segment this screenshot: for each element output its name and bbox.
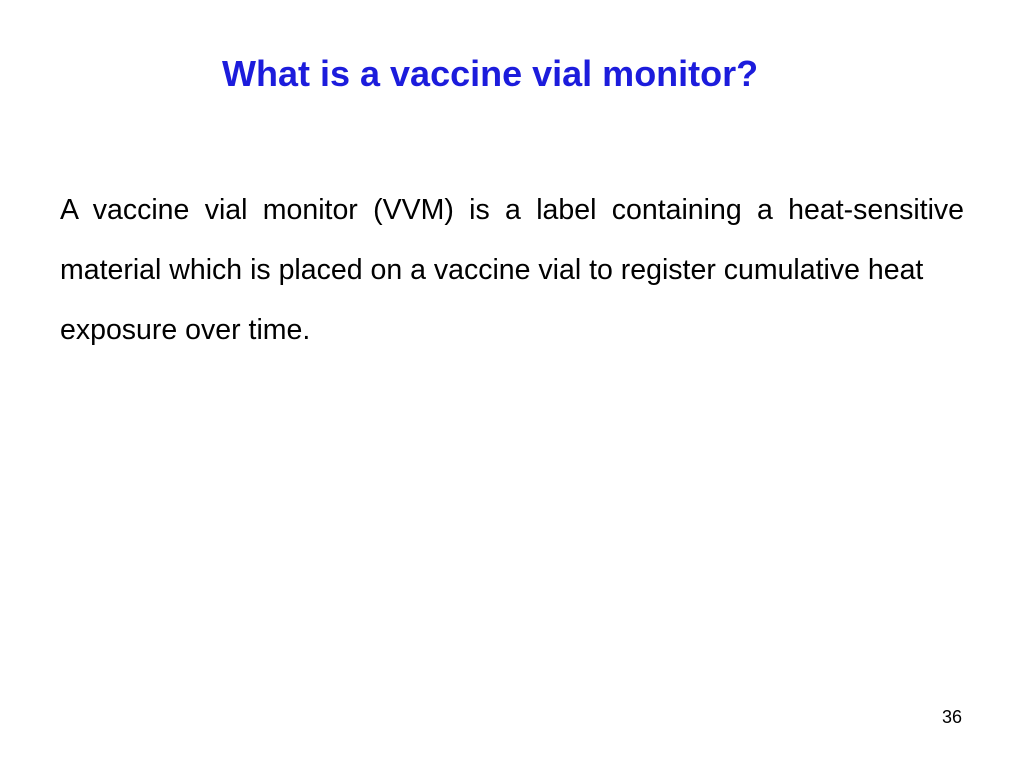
- slide-body: [60, 180, 964, 360]
- body-paragraph-continuation: exposure over time.: [60, 314, 311, 346]
- page-number: 36: [941, 707, 962, 727]
- slide-title: What is a vaccine vial monitor?: [222, 53, 759, 94]
- body-paragraph: A vaccine vial monitor (VVM) is a label containing a heat-sensitive material which is placed on a vaccine vial to register cumulative heat: [60, 194, 964, 286]
